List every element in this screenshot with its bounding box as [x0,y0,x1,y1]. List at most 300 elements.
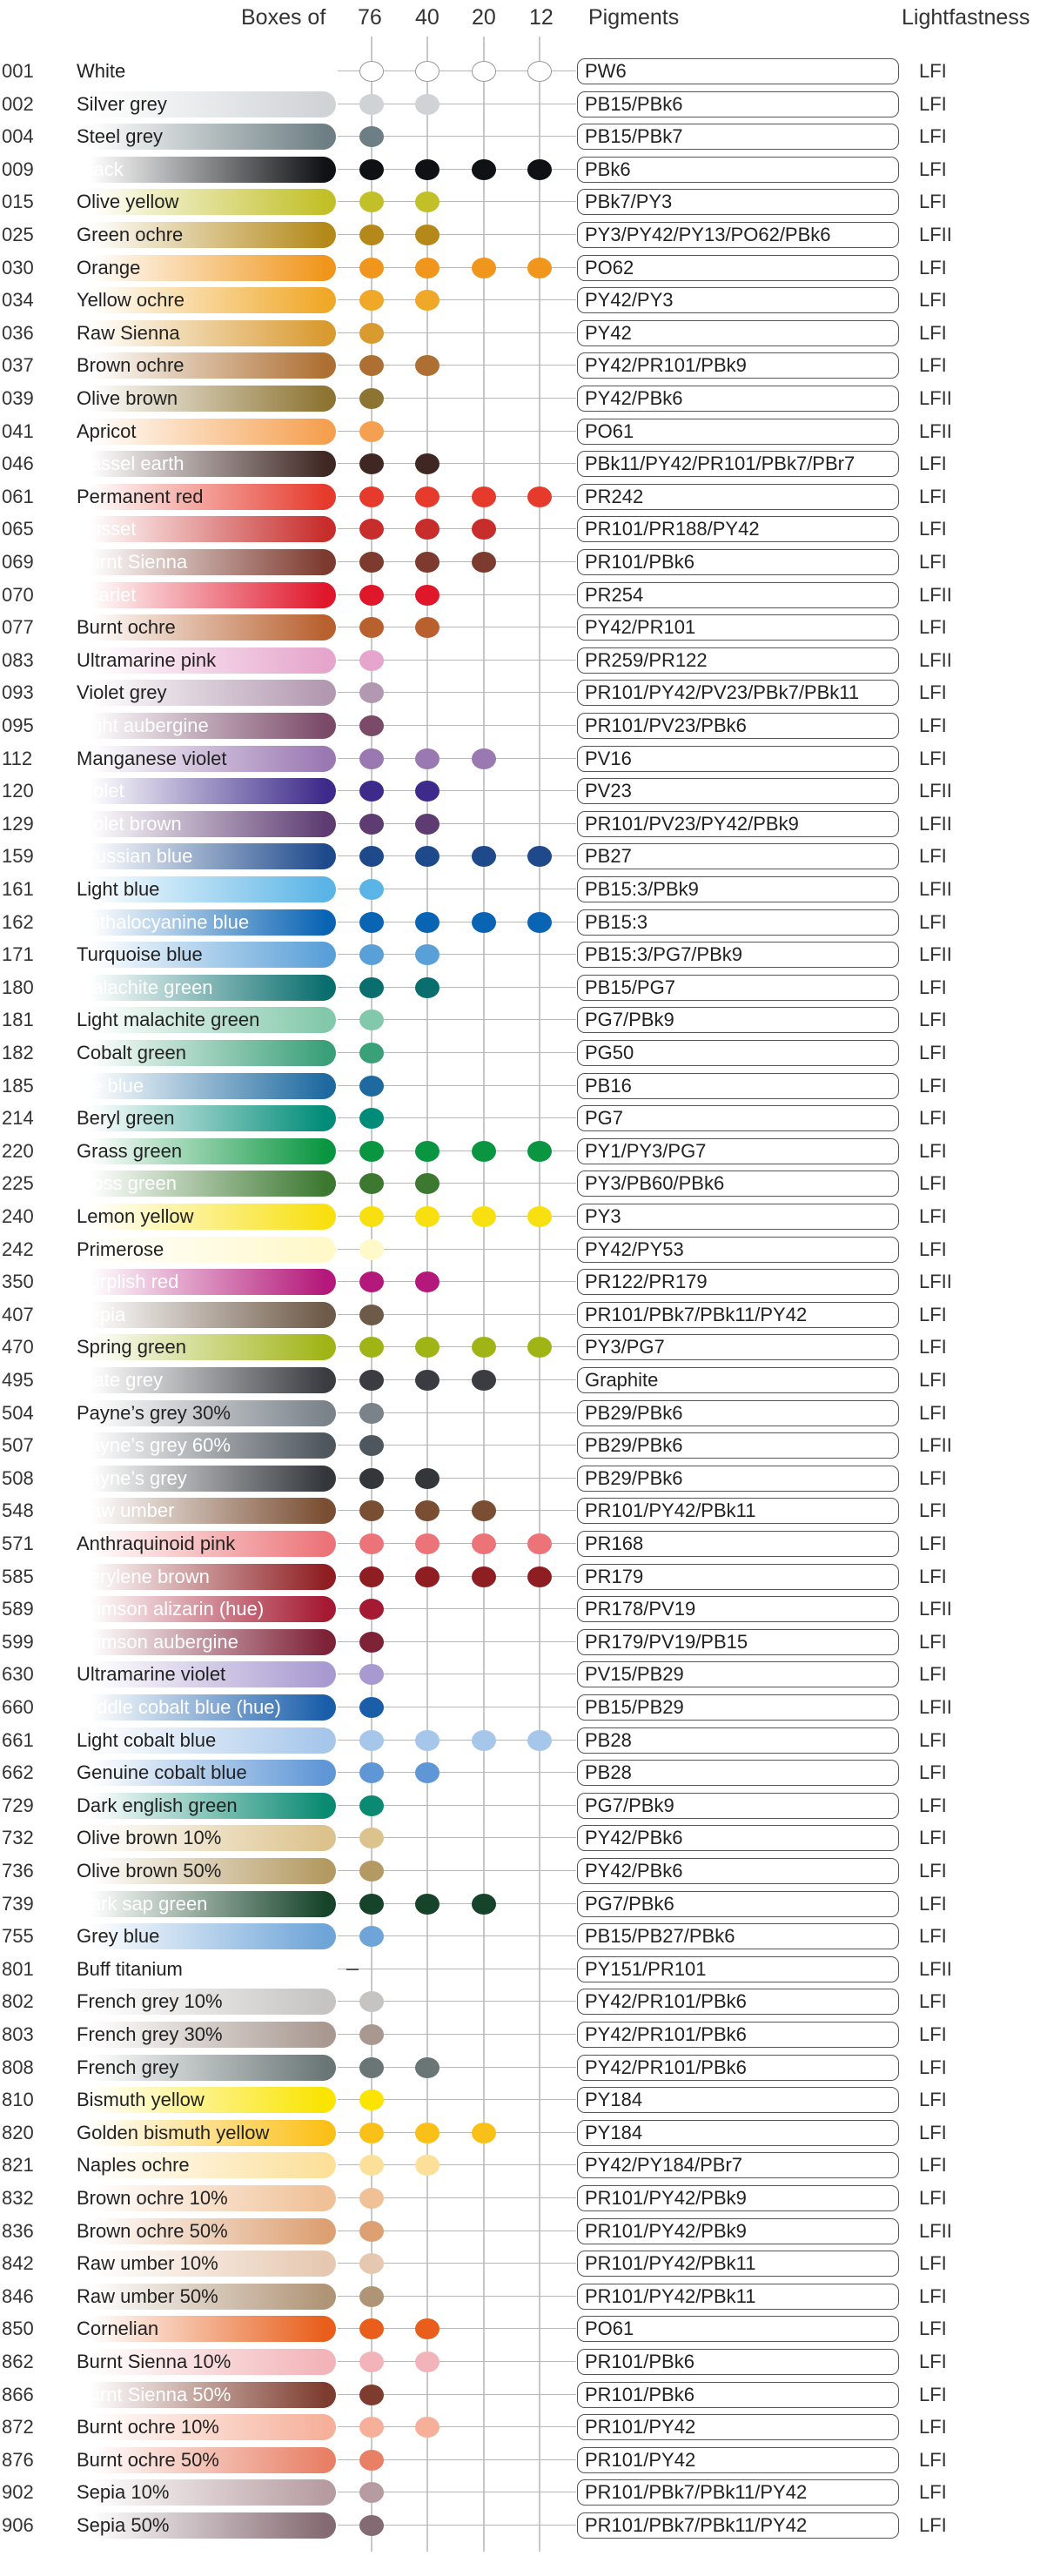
box-40-dot [415,846,439,867]
box-40-dot [415,1370,439,1391]
color-name: Burnt ochre 10% [77,2416,219,2438]
box-76-dot [359,258,384,278]
lightfastness-value: LFI [919,321,947,344]
color-name: Malachite green [77,976,213,998]
box-76-dot [359,1239,384,1260]
color-code: 185 [2,1074,34,1097]
color-name: Perylene brown [77,1565,210,1587]
color-code: 041 [2,419,34,442]
box-76-dot [359,650,384,671]
color-code: 036 [2,321,34,344]
box-12-dot [527,1533,552,1554]
box-20-dot [472,1730,496,1751]
lightfastness-value: LFI [919,485,947,507]
box-20-dot [472,1370,496,1391]
pigment-field: PO61 [577,419,899,445]
table-row [0,1855,1040,1888]
table-row [0,317,1040,350]
color-code: 015 [2,191,34,213]
box-76-dot [359,519,384,540]
box-76-dot [359,1566,384,1587]
color-code: 225 [2,1172,34,1195]
table-row [0,1789,1040,1822]
color-code: 037 [2,354,34,377]
box-76-dot [359,1271,384,1292]
color-name: Apricot [77,419,137,442]
lightfastness-value: LFI [919,1794,947,1816]
color-name: Burnt ochre 50% [77,2448,219,2471]
box-76-dot [359,2385,384,2405]
lightfastness-value: LFI [919,354,947,377]
box-76-dot [359,2482,384,2503]
box-40-dot [415,585,439,606]
color-name: Genuine cobalt blue [77,1761,247,1784]
color-code: 507 [2,1434,34,1457]
table-row [0,1593,1040,1626]
box-40-dot [415,1730,439,1751]
pigment-field: PB28 [577,1727,899,1754]
table-row [0,971,1040,1004]
lightfastness-value: LFI [919,191,947,213]
box-76-dot [359,2450,384,2471]
color-name: Dark sap green [77,1892,208,1915]
lightfastness-value: LFI [919,1533,947,1554]
color-name: Brown ochre 50% [77,2219,228,2242]
pigment-field: PBk7/PY3 [577,189,899,215]
color-name: Light aubergine [77,714,209,736]
color-code: 009 [2,158,34,180]
color-name: Orange [77,256,141,278]
header-boxes-of: Boxes of [241,5,326,30]
lightfastness-value: LFI [919,1139,947,1162]
box-76-dot [359,453,384,474]
box-12-dot [527,1206,552,1227]
box-76-dot [359,1435,384,1456]
table-row [0,153,1040,186]
pigment-field: PR242 [577,484,899,510]
box-76-dot [359,1010,384,1030]
lightfastness-value: LFI [919,2187,947,2209]
table-row [0,2444,1040,2477]
lightfastness-value: LFI [919,1925,947,1948]
color-name: Raw umber [77,1499,175,1522]
box-76-dot [359,2318,384,2339]
table-row [0,1527,1040,1560]
color-name: Bismuth yellow [77,2089,205,2111]
header-box-76: 76 [358,5,382,30]
table-row [0,1920,1040,1953]
table-row [0,1985,1040,2018]
color-code: 508 [2,1466,34,1489]
color-code: 729 [2,1794,34,1816]
table-row [0,1494,1040,1527]
box-76-dot [359,682,384,703]
box-20-dot [472,519,496,540]
lightfastness-value: LFII [919,812,952,835]
lightfastness-value: LFI [919,1499,947,1522]
box-12-dot [527,1141,552,1162]
box-76-dot [359,1305,384,1325]
color-code: 803 [2,2023,34,2045]
box-76-dot [359,1468,384,1489]
lightfastness-value: LFI [919,158,947,180]
box-76-dot [359,1108,384,1129]
color-name: Slate grey [77,1369,164,1391]
color-name: Ultramarine violet [77,1663,226,1686]
box-40-dot [415,552,439,573]
lightfastness-value: LFI [919,518,947,540]
box-40-dot [415,2318,439,2339]
header-box-20: 20 [472,5,496,30]
table-row [0,2378,1040,2412]
lightfastness-value: LFII [919,648,952,671]
pigment-field: PR101/PY42/PV23/PBk7/PBk11 [577,680,899,706]
table-row [0,873,1040,906]
box-76-dot [359,355,384,376]
table-row [0,546,1040,579]
table-row [0,2411,1040,2444]
color-name: Payne’s grey 30% [77,1401,231,1424]
box-20-dot [472,912,496,933]
pigment-field: PY184 [577,2087,899,2113]
color-name: Burnt Sienna [77,551,188,573]
box-20-dot [472,486,496,507]
table-row [0,2182,1040,2215]
color-code: 755 [2,1925,34,1948]
color-code: 571 [2,1533,34,1554]
color-name: Grey blue [77,1925,160,1948]
pigment-field: PY42/PR101/PBk6 [577,1989,899,2015]
table-row [0,415,1040,448]
color-code: 171 [2,943,34,966]
box-76-dot [359,2286,384,2307]
box-76-dot [359,1173,384,1194]
box-76-dot [359,846,384,867]
lightfastness-value: LFI [919,2154,947,2177]
color-code: 504 [2,1401,34,1424]
box-76-dot [359,748,384,769]
pigment-field: PR101/PBk7/PBk11/PY42 [577,1302,899,1328]
lightfastness-value: LFI [919,2056,947,2078]
color-code: 025 [2,224,34,245]
box-40-dot [415,912,439,933]
color-name: Purplish red [77,1271,179,1293]
table-row [0,2280,1040,2313]
lightfastness-value: LFI [919,714,947,736]
lightfastness-value: LFI [919,616,947,639]
pigment-field: PY3/PB60/PBk6 [577,1171,899,1197]
table-row [0,1364,1040,1397]
lightfastness-value: LFI [919,2481,947,2504]
color-code: 002 [2,92,34,115]
color-name: French grey 30% [77,2023,223,2045]
pigment-field: PY184 [577,2120,899,2146]
color-name: Burnt Sienna 50% [77,2383,231,2405]
box-40-dot [415,1141,439,1162]
table-row [0,1265,1040,1298]
box-76-dot [359,781,384,802]
box-40-dot [415,1337,439,1358]
lightfastness-value: LFI [919,2416,947,2438]
pigment-field: PO62 [577,255,899,281]
lightfastness-value: LFI [919,1565,947,1587]
box-76-dot [359,1991,384,2012]
color-code: 001 [2,60,34,82]
box-40-dot [415,1173,439,1194]
color-name: Crimson alizarin (hue) [77,1598,265,1620]
pigment-field: PG7/PBk9 [577,1793,899,1819]
table-row [0,447,1040,480]
pigment-field: PR259/PR122 [577,647,899,674]
box-40-dot [415,2123,439,2143]
color-code: 034 [2,289,34,312]
lightfastness-value: LFII [919,583,952,606]
color-code: 821 [2,2154,34,2177]
pigment-field: Graphite [577,1367,899,1393]
table-row [0,284,1040,317]
pigment-field: PG7/PBk9 [577,1007,899,1033]
lightfastness-value: LFI [919,1466,947,1489]
box-40-dot [415,94,439,115]
box-76-dot [359,2351,384,2372]
color-name: Golden bismuth yellow [77,2121,270,2143]
pigment-field: PY1/PY3/PG7 [577,1138,899,1164]
color-code: 350 [2,1271,34,1293]
pigment-field: PR179 [577,1564,899,1590]
color-name: Brown ochre [77,354,185,377]
pigment-field: PY42/PR101 [577,614,899,641]
pigment-field: PR168 [577,1531,899,1557]
color-name: Grass green [77,1139,183,1162]
table-row [0,1102,1040,1135]
pigment-field: PBk11/PY42/PR101/PBk7/PBr7 [577,451,899,477]
table-row [0,2312,1040,2345]
table-row [0,579,1040,612]
lightfastness-value: LFI [919,1728,947,1751]
box-40-dot [415,159,439,180]
box-40-dot [415,1894,439,1915]
color-name: Moss green [77,1172,177,1195]
color-name: Anthraquinoid pink [77,1533,236,1554]
lightfastness-value: LFI [919,125,947,148]
lightfastness-value: LFI [919,1827,947,1849]
color-code: 159 [2,845,34,868]
color-code: 589 [2,1598,34,1620]
pigment-field: PB15/PBk6 [577,91,899,117]
color-name: Permanent red [77,485,204,507]
box-40-dot [415,1271,439,1292]
lightfastness-value: LFI [919,2318,947,2340]
color-name: Steel grey [77,125,164,148]
table-row [0,1658,1040,1691]
lightfastness-value: LFI [919,289,947,312]
color-code: 902 [2,2481,34,2504]
box-20-dot [472,1533,496,1554]
box-12-dot [527,486,552,507]
table-row [0,1331,1040,1364]
color-name: Cornelian [77,2318,159,2340]
box-76-dot [359,1500,384,1521]
color-code: 599 [2,1630,34,1653]
color-name: Payne’s grey 60% [77,1434,231,1457]
color-code: 808 [2,2056,34,2078]
pigment-field: PV16 [577,746,899,772]
pigment-field: PR101/PR188/PY42 [577,516,899,542]
pigment-field: PY42/PR101/PBk6 [577,2055,899,2081]
lightfastness-value: LFI [919,1761,947,1784]
table-row [0,2345,1040,2378]
box-12-dot [527,1566,552,1587]
pigment-field: PB27 [577,843,899,869]
lightfastness-value: LFI [919,2252,947,2275]
lightfastness-value: LFII [919,780,952,802]
color-code: 030 [2,256,34,278]
color-name: Primerose [77,1238,164,1260]
color-name: Violet grey [77,681,167,704]
color-name: Olive yellow [77,191,179,213]
pigment-field: PR178/PV19 [577,1596,899,1622]
pigment-field: PB15:3/PG7/PBk9 [577,942,899,968]
pigment-field: PR101/PV23/PBk6 [577,713,899,739]
pigment-field: PY42 [577,320,899,346]
lightfastness-value: LFII [919,1957,952,1980]
lightfastness-value: LFI [919,2284,947,2307]
box-76-dot [359,126,384,147]
table-row [0,2116,1040,2150]
table-row [0,349,1040,382]
table-row [0,2247,1040,2280]
box-40-dot [415,1468,439,1489]
lightfastness-value: LFII [919,419,952,442]
color-code: 732 [2,1827,34,1849]
color-name: Manganese violet [77,747,227,769]
pigment-field: PR101/PY42/PBk9 [577,2185,899,2211]
lightfastness-value: LFI [919,1630,947,1653]
header-box-40: 40 [415,5,439,30]
pigment-field: PR101/PBk6 [577,2382,899,2408]
box-40-dot [415,944,439,965]
table-row [0,2509,1040,2542]
box-40-dot [415,814,439,835]
color-code: 832 [2,2187,34,2209]
box-20-dot [472,1206,496,1227]
box-20-dot [472,159,496,180]
lightfastness-value: LFII [919,1271,952,1293]
header-lightfastness: Lightfastness [902,5,1030,30]
pigment-field: PY3/PG7 [577,1334,899,1360]
color-name: Beryl green [77,1107,175,1130]
color-code: 120 [2,780,34,802]
box-76-dash [346,1969,359,1970]
lightfastness-value: LFI [919,1009,947,1031]
table-row [0,185,1040,218]
color-code: 161 [2,878,34,900]
color-code: 182 [2,1042,34,1063]
lightfastness-value: LFI [919,747,947,769]
table-row [0,709,1040,742]
color-code: 876 [2,2448,34,2471]
lightfastness-value: LFI [919,2351,947,2372]
table-row [0,676,1040,709]
box-40-dot [415,1206,439,1227]
pigment-field: PR101/PY42 [577,2414,899,2440]
box-76-dot [359,1632,384,1653]
color-name: French grey 10% [77,1990,223,2013]
box-40-dot [415,1762,439,1783]
pigment-field: PR101/PY42/PBk11 [577,1498,899,1524]
table-row [0,1036,1040,1070]
box-76-dot [359,1697,384,1718]
color-code: 083 [2,648,34,671]
pigment-field: PY42/PBk6 [577,1858,899,1884]
lightfastness-value: LFI [919,1172,947,1195]
table-row [0,2051,1040,2084]
lightfastness-value: LFI [919,1663,947,1686]
pigment-field: PG7/PBk6 [577,1891,899,1917]
pigment-field: PR101/PBk7/PBk11/PY42 [577,2479,899,2506]
lightfastness-value: LFI [919,1042,947,1063]
pigment-field: PR101/PBk6 [577,549,899,575]
box-76-dot [359,323,384,344]
lightfastness-value: LFII [919,387,952,409]
pigment-field: PBk6 [577,157,899,183]
color-name: Light cobalt blue [77,1728,217,1751]
pigment-field: PB29/PBk6 [577,1466,899,1492]
color-code: 495 [2,1369,34,1391]
box-40-dot [415,225,439,245]
box-76-dot [359,1141,384,1162]
table-row [0,1070,1040,1103]
lightfastness-value: LFI [919,2089,947,2111]
table-row [0,1888,1040,1921]
color-code: 862 [2,2351,34,2372]
color-code: 802 [2,1990,34,2013]
color-name: Brown ochre 10% [77,2187,228,2209]
lightfastness-value: LFI [919,1860,947,1882]
box-76-dot [359,944,384,965]
box-76-dot [359,1533,384,1554]
box-76-dot [359,1206,384,1227]
color-name: Cobalt green [77,1042,186,1063]
table-row [0,88,1040,121]
color-code: 872 [2,2416,34,2438]
color-name: Olive brown 10% [77,1827,222,1849]
color-name: Olive brown 50% [77,1860,222,1882]
lightfastness-value: LFI [919,1990,947,2013]
color-name: Yellow ochre [77,289,185,312]
color-code: 220 [2,1139,34,1162]
color-name: Cassel earth [77,453,185,475]
box-76-dot [359,912,384,933]
color-name: Black [77,158,124,180]
pigment-field: PR179/PV19/PB15 [577,1629,899,1655]
box-76-dot [359,1076,384,1097]
color-name: Green ochre [77,224,184,245]
color-name: Sepia 10% [77,2481,170,2504]
box-76-dot [359,290,384,311]
lightfastness-value: LFI [919,845,947,868]
color-code: 801 [2,1957,34,1980]
box-12-dot [527,846,552,867]
box-76-dot [359,421,384,442]
color-code: 866 [2,2383,34,2405]
pigment-field: PR101/PY42/PBk9 [577,2218,899,2244]
box-76-dot [359,1762,384,1783]
box-40-dot [415,61,439,82]
table-row [0,808,1040,841]
box-40-dot [415,2351,439,2372]
lightfastness-value: LFI [919,2448,947,2471]
